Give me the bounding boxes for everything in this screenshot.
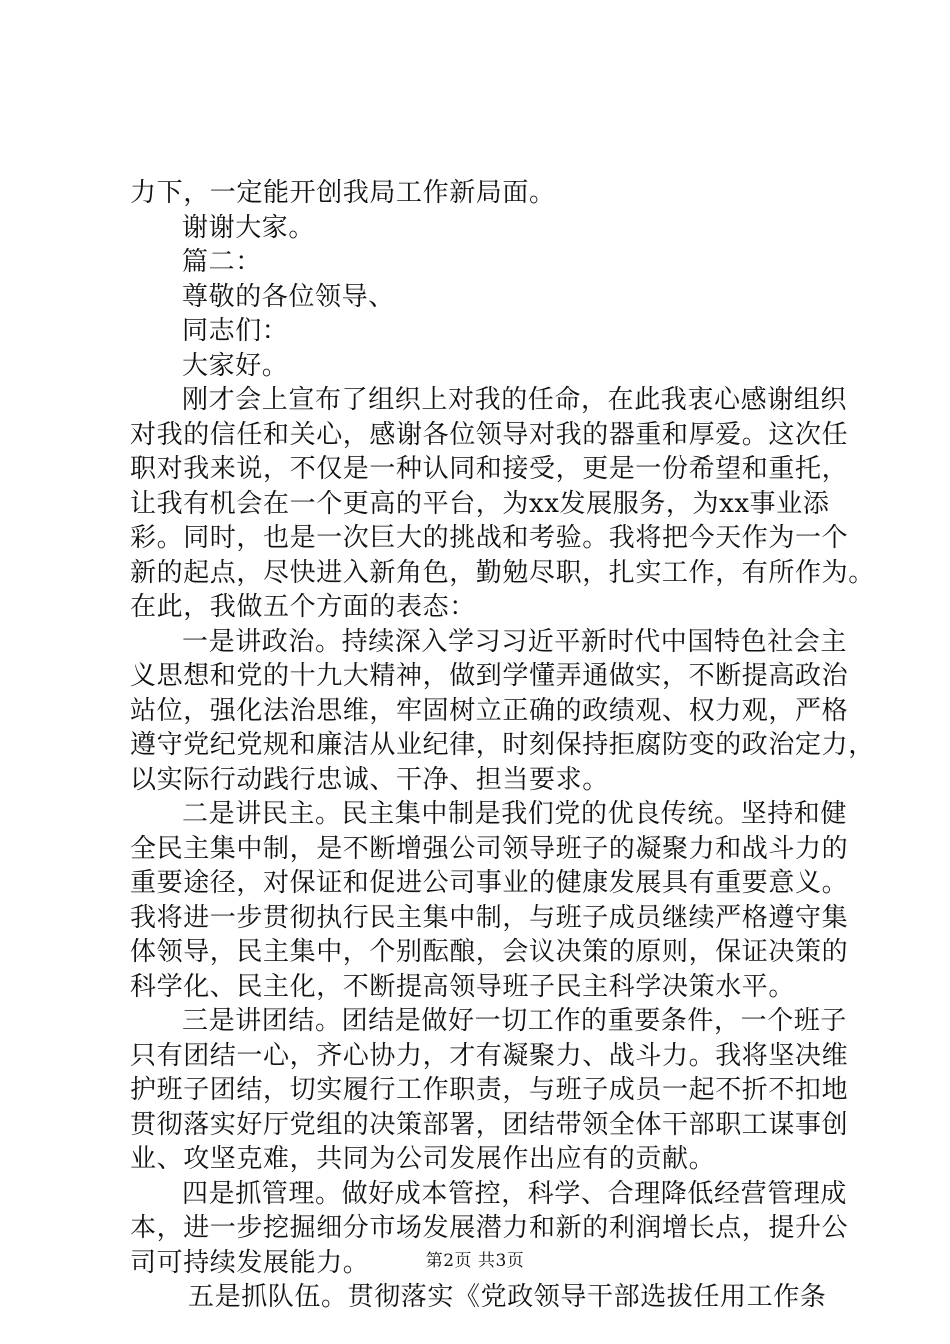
text-line: 科学化、民主化，不断提高领导班子民主科学决策水平。 xyxy=(130,971,796,1002)
text-line: 四是抓管理。做好成本管控，科学、合理降低经营管理成 xyxy=(182,1178,848,1209)
text-line: 刚才会上宣布了组织上对我的任命，在此我衷心感谢组织 xyxy=(182,385,848,415)
text-line: 业、攻坚克难，共同为公司发展作出应有的贡献。 xyxy=(130,1144,716,1174)
text-line: 站位，强化法治思维，牢固树立正确的政绩观、权力观，严格 xyxy=(130,695,849,726)
greeting: 大家好。 xyxy=(182,350,289,381)
text-line: 体领导，民主集中，个别酝酿，会议决策的原则，保证决策的 xyxy=(130,937,849,967)
text-line: 一是讲政治。持续深入学习习近平新时代中国特色社会主 xyxy=(182,626,848,657)
text-line: 谢谢大家。 xyxy=(182,212,316,243)
page-number-footer: 第2页 共3页 xyxy=(425,1251,525,1271)
text-line: 以实际行动践行忠诚、干净、担当要求。 xyxy=(130,764,609,795)
text-line: 全民主集中制，是不断增强公司领导班子的凝聚力和战斗力的 xyxy=(130,833,849,864)
text-line: 在此，我做五个方面的表态： xyxy=(130,592,476,622)
body-text xyxy=(130,176,875,1315)
text-line: 司可持续发展能力。 xyxy=(130,1247,370,1278)
text-line: 义思想和党的十九大精神，做到学懂弄通做实，不断提高政治 xyxy=(130,661,849,691)
text-line: 本，进一步挖掘细分市场发展潜力和新的利润增长点，提升公 xyxy=(130,1213,849,1243)
text-line: 我将进一步贯彻执行民主集中制，与班子成员继续严格遵守集 xyxy=(130,902,849,933)
text-line: 职对我来说，不仅是一种认同和接受，更是一份希望和重托， xyxy=(130,454,849,484)
text-line: 新的起点，尽快进入新角色，勤勉尽职，扎实工作，有所作为。 xyxy=(130,557,875,588)
text-line: 五是抓队伍。贯彻落实《党政领导干部选拔任用工作条 xyxy=(188,1282,827,1312)
text-line: 对我的信任和关心，感谢各位领导对我的器重和厚爱。这次任 xyxy=(130,419,849,450)
section-heading: 篇二： xyxy=(182,247,262,277)
text-line: 二是讲民主。民主集中制是我们党的优良传统。坚持和健 xyxy=(182,799,848,829)
text-line: 只有团结一心，齐心协力，才有凝聚力、战斗力。我将坚决维 xyxy=(130,1040,849,1071)
salutation: 同志们： xyxy=(182,316,289,346)
text-line: 三是讲团结。团结是做好一切工作的重要条件，一个班子 xyxy=(182,1006,848,1036)
text-line: 让我有机会在一个更高的平台，为xx发展服务，为xx事业添 xyxy=(130,488,830,519)
salutation: 尊敬的各位领导、 xyxy=(182,281,395,312)
text-line: 贯彻落实好厅党组的决策部署，团结带领全体干部职工谋事创 xyxy=(130,1109,849,1140)
text-line: 遵守党纪党规和廉洁从业纪律，时刻保持拒腐防变的政治定力， xyxy=(130,730,875,760)
text-line: 力下，一定能开创我局工作新局面。 xyxy=(130,178,556,208)
text-line: 重要途径，对保证和促进公司事业的健康发展具有重要意义。 xyxy=(130,868,849,898)
text-line: 彩。同时，也是一次巨大的挑战和考验。我将把今天作为一个 xyxy=(130,523,849,553)
text-line: 护班子团结，切实履行工作职责，与班子成员一起不折不扣地 xyxy=(130,1075,849,1105)
